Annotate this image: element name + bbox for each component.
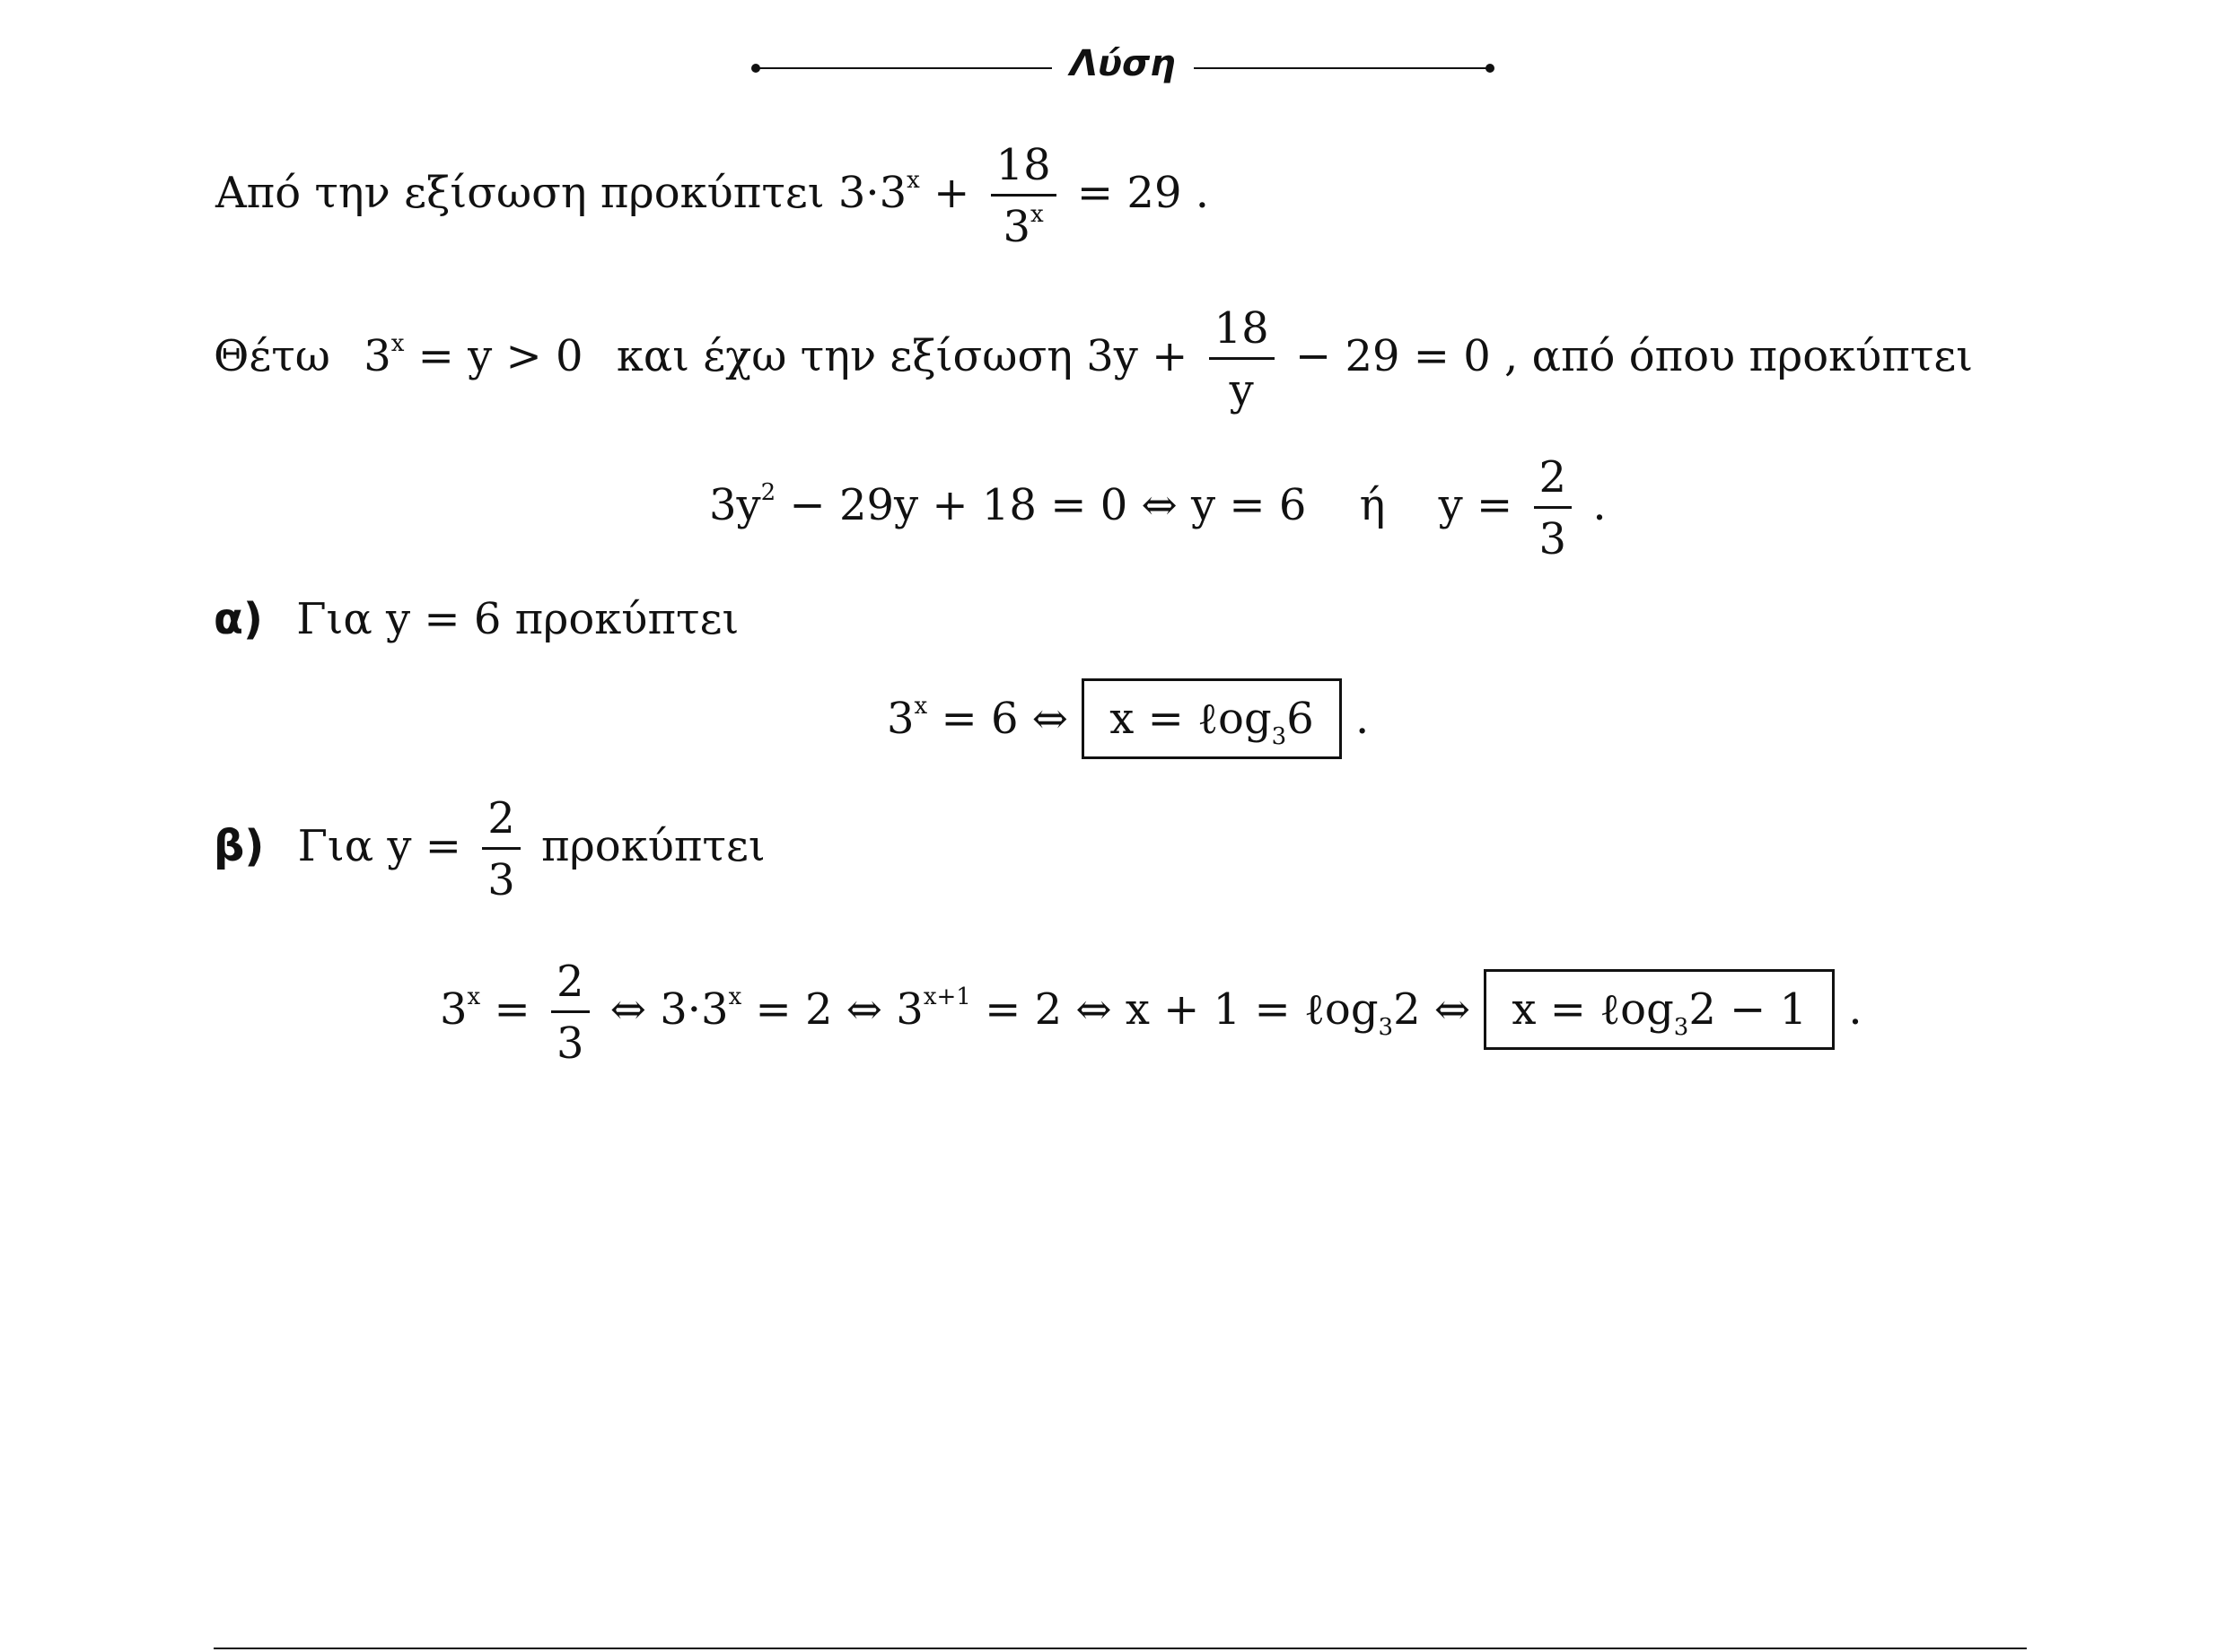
boxed-answer-beta: x = ℓog$_3$2 − 1 [1484, 969, 1835, 1050]
case-beta: β) Για y = $\frac{2}{3}$ προκύπτει [214, 793, 766, 905]
case-alpha: α) Για y = 6 προκύπτει [214, 594, 740, 644]
case-beta-label: β) [214, 821, 265, 871]
paragraph-equation-1: Από την εξίσωση προκύπτει $3\cdot 3^x$ + $\frac{18}{3^x}$ = 29 . [215, 140, 1209, 252]
boxed-answer-alpha: x = ℓog$_3$6 [1082, 678, 1342, 759]
footer-rule [214, 1648, 2027, 1649]
equation-quadratic: $3y^2 - 29y + 18 = 0$ ⇔ y = 6 ή y = $\frac{2}{3}$ . [709, 452, 1607, 564]
fraction-beta-eq-2-over-3: $\frac{2}{3}$ [551, 960, 590, 1065]
equation-beta: 3$^x$ = $\frac{2}{3}$ ⇔ $3\cdot 3^x = 2$ ⇔ $3^{x+1} = 2$ ⇔ x + 1 = ℓog$_3$2 ⇔ x = ℓog$_3$2 − 1 . [440, 957, 1862, 1069]
page-title: Λύση [1070, 43, 1176, 84]
paragraph-substitution: Θέτω 3$^x$ = y > 0 και έχω την εξίσωση 3y + $\frac{18}{y}$ − 29 = 0 , από όπου προκύπτει [214, 303, 1974, 415]
header-right-rule [1194, 67, 1490, 69]
equation-alpha: 3$^x$ = 6 ⇔ x = ℓog$_3$6 . [887, 678, 1369, 759]
header-left-rule [756, 67, 1052, 69]
fraction-18-over-3x: $\frac{18}{3^x}$ [991, 144, 1056, 249]
fraction-2-over-3: $\frac{2}{3}$ [1534, 456, 1573, 561]
header-right-dot [1485, 64, 1494, 73]
fraction-beta-2-over-3: $\frac{2}{3}$ [482, 797, 521, 902]
fraction-18-over-y: $\frac{18}{y}$ [1209, 307, 1275, 412]
case-alpha-label: α) [214, 594, 263, 644]
